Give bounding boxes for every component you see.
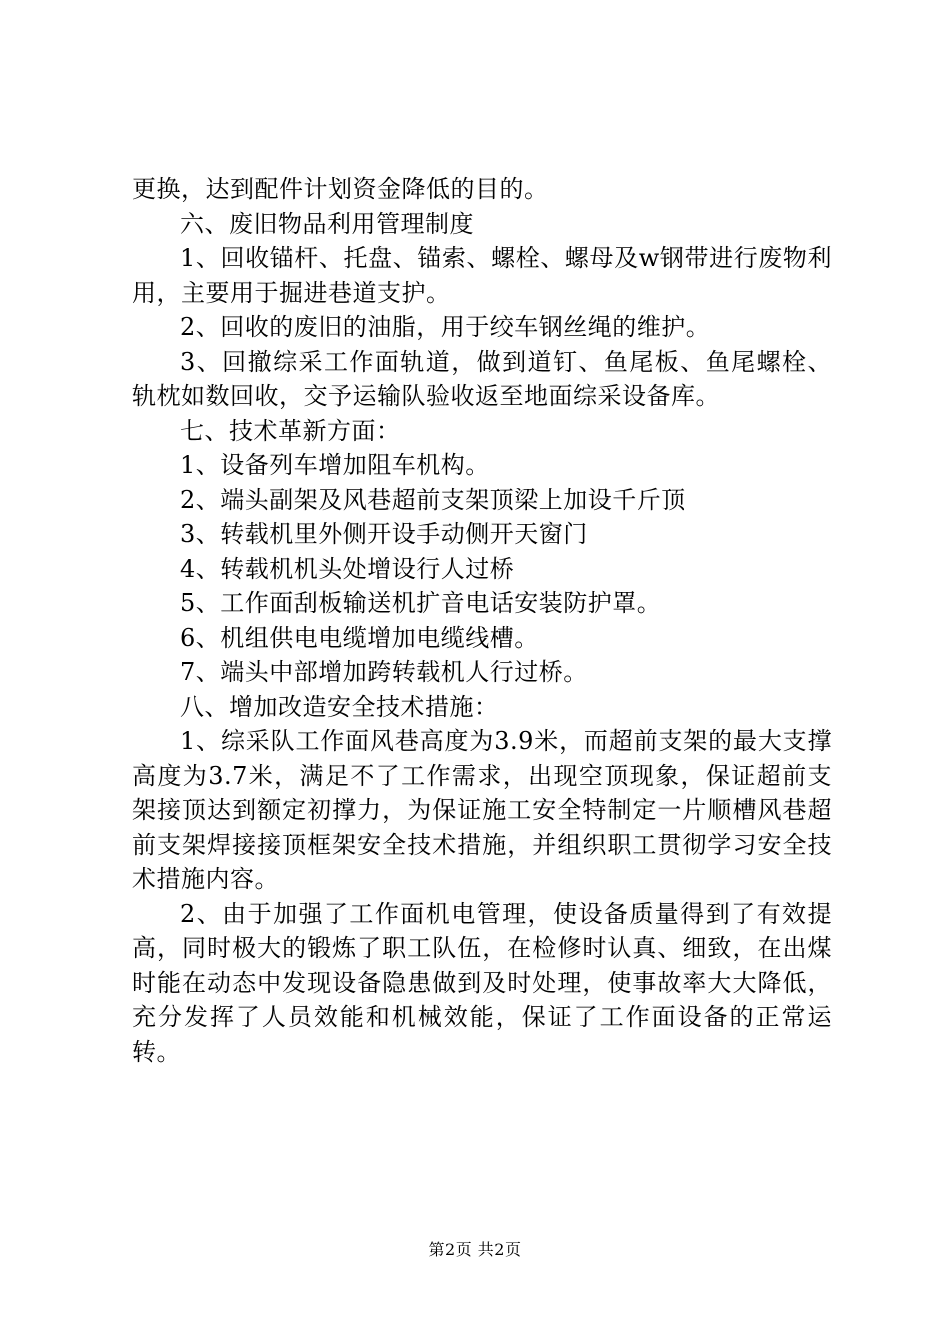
paragraph-seven-item-3: 3、转载机里外侧开设手动侧开天窗门 [180,520,588,548]
paragraph-continuation: 更换，达到配件计划资金降低的目的。 [132,175,549,203]
section-heading-six: 六、废旧物品利用管理制度 [180,209,474,238]
paragraph-six-item-2: 2、回收的废旧的油脂，用于绞车钢丝绳的维护。 [180,313,711,341]
paragraph-seven-item-5: 5、工作面刮板输送机扩音电话安装防护罩。 [180,589,662,617]
paragraph-seven-item-6: 6、机组供电电缆增加电缆线槽。 [180,623,539,652]
paragraph-eight-item-1: 1、综采队工作面风巷高度为3.9米，而超前支架的最大支撑高度为3.7米，满足不了工作需求，出现空顶现象，保证超前支架接顶达到额定初撑力，为保证施工安全特制定一片顺槽风巷超前支架焊接接顶框架安全技术措施，并组织职工贯彻学习安全技术措施内容。 [132,727,832,893]
paragraph-six-item-3: 3、回撤综采工作面轨道，做到道钉、鱼尾板、鱼尾螺栓、轨枕如数回收，交予运输队验收返至地面综采设备库。 [132,347,832,410]
section-heading-eight: 八、增加改造安全技术措施： [180,692,499,721]
page-number-label: 第2页 共2页 [428,1240,522,1259]
paragraph-seven-item-4: 4、转载机机头处增设行人过桥 [180,554,515,583]
paragraph-seven-item-7: 7、端头中部增加跨转载机人行过桥。 [180,658,588,686]
paragraph-seven-item-2: 2、端头副架及风巷超前支架顶梁上加设千斤顶 [180,485,686,514]
paragraph-eight-item-2: 2、由于加强了工作面机电管理，使设备质量得到了有效提高，同时极大的锻炼了职工队伍，在检修时认真、细致，在出煤时能在动态中发现设备隐患做到及时处理，使事故率大大降低，充分发挥了人员效能和机械效能，保证了工作面设备的正常运转。 [132,899,832,1066]
document-body [132,172,832,1069]
page-footer [0,1239,950,1261]
section-heading-seven: 七、技术革新方面： [180,416,401,445]
paragraph-six-item-1: 1、回收锚杆、托盘、锚索、螺栓、螺母及w钢带进行废物利用，主要用于掘进巷道支护。 [132,244,832,307]
paragraph-seven-item-1: 1、设备列车增加阻车机构。 [180,451,490,479]
